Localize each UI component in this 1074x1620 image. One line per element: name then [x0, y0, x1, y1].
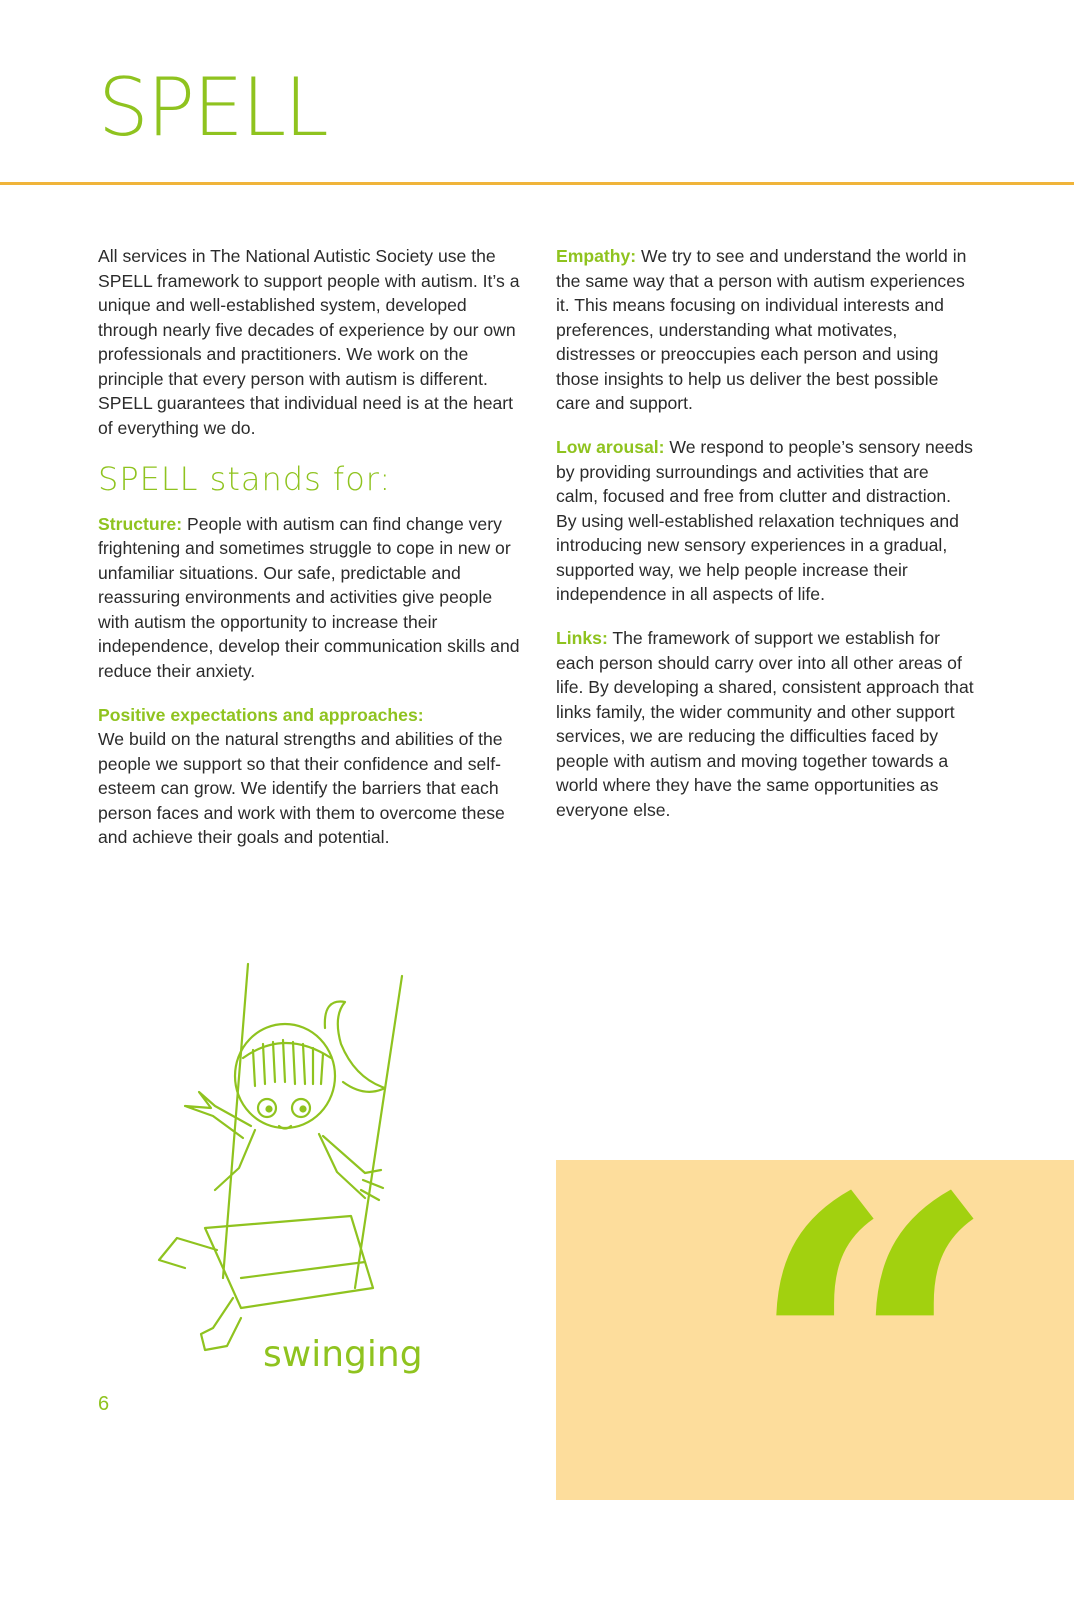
empathy-paragraph: [556, 244, 974, 416]
header-divider: [0, 182, 1074, 185]
low-arousal-paragraph: [556, 435, 974, 607]
positive-paragraph: [98, 703, 523, 850]
intro-paragraph: All services in The National Autistic Society use the SPELL framework to support people with autism. It’s a unique and well-established system, developed through nearly five decades of experience by our own professionals and practitioners. We work on the principle that every person with autism is different. SPELL guarantees that individual need is at the heart of everything we do.: [98, 246, 520, 438]
left-column: [98, 244, 523, 869]
structure-paragraph: [98, 512, 523, 684]
spell-subheading: SPELL stands for:: [98, 459, 392, 498]
links-label: Links:: [556, 628, 608, 648]
links-text: The framework of support we establish for each person should carry over into all other areas of life. By developing a shared, consistent approach that links family, the wider community and other support services, we are reducing the difficulties faced by people with autism and moving together towards a world where they have the same opportunities as everyone else.: [556, 628, 974, 820]
low-arousal-label: Low arousal:: [556, 437, 665, 457]
links-paragraph: [556, 626, 974, 822]
empathy-label: Empathy:: [556, 246, 637, 266]
girl-on-swing-drawing-icon: [155, 958, 455, 1398]
empathy-text: We try to see and understand the world in the same way that a person with autism experiences it. This means focusing on individual interests and preferences, understanding what motivates, distresses or preoccupies each person and using those insights to help us deliver the best possible care and support.: [556, 246, 967, 413]
positive-label: Positive expectations and approaches:: [98, 704, 424, 725]
quote-box: [556, 1103, 1074, 1620]
low-arousal-text: We respond to people’s sensory needs by providing surroundings and activities that are calm, focused and free from clutter and distraction. By using well-established relaxation techniques and introducing new sensory experiences in a gradual, supported way, we help people increase their independence in all aspects of life.: [556, 437, 973, 604]
structure-label: Structure:: [98, 513, 183, 534]
positive-text: We build on the natural strengths and abilities of the people we support so that their confidence and self-esteem can grow. We identify the barriers that each person faces and work with them to overcome these and achieve their goals and potential.: [98, 729, 505, 847]
page-number: 6: [98, 1393, 110, 1415]
page-title: SPELL: [98, 61, 327, 154]
right-column: [556, 244, 974, 842]
illustration-caption: swinging: [263, 1334, 423, 1375]
quote-mark-icon: “: [746, 1103, 1000, 1620]
structure-text: People with autism can find change very frightening and sometimes struggle to cope in new or unfamiliar situations. Our safe, predictable and reassuring environments and activities give people with autism the opportunity to increase their independence, develop their communication skills and reduce their anxiety.: [98, 513, 520, 681]
